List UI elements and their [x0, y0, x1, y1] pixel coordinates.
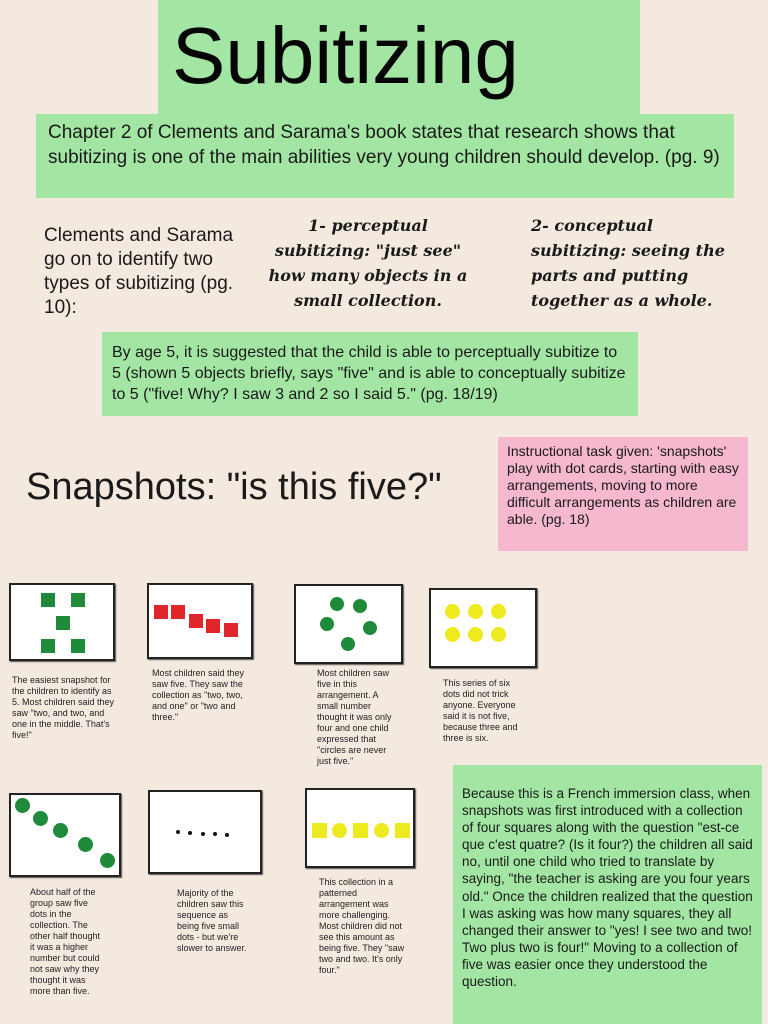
dot-mark — [53, 823, 68, 838]
french-immersion-note: Because this is a French immersion class, when snapshots was first introduced with a collection of four squares along with the question "est-ce que c'est quatre? (Is it four?) the children all said no, until one child who tried to translate by saying, "the teacher is asking are you four years old." Once the children realized that the question I was asking was how many squares, they all changed their answer to "yes! I see two and two! Two plus two is four!" Moving to a collection of five was easier once they understood the question. — [453, 765, 762, 1024]
dot-mark — [468, 604, 483, 619]
dot-mark — [468, 627, 483, 642]
dot-mark — [341, 637, 355, 651]
snapshot-card-2 — [147, 583, 253, 659]
snapshot-card-3 — [294, 584, 403, 664]
dot-mark — [363, 621, 377, 635]
dot-mark — [491, 604, 506, 619]
square-mark — [71, 639, 85, 653]
snapshot-card-5 — [9, 793, 121, 877]
dot-mark — [320, 617, 334, 631]
dot-mark — [445, 604, 460, 619]
snapshot-caption-1: The easiest snapshot for the children to identify as 5. Most children said they saw "two, and two, and one in the middle. That's five!" — [12, 675, 115, 740]
dot-mark — [176, 830, 180, 834]
dot-mark — [33, 811, 48, 826]
square-mark — [56, 616, 70, 630]
snapshots-heading: Snapshots: "is this five?" — [26, 466, 442, 508]
dot-mark — [225, 833, 229, 837]
snapshot-caption-2: Most children said they saw five. They saw the collection as "two, two, and one" or "two and three." — [152, 668, 245, 722]
snapshot-card-7 — [305, 788, 415, 868]
square-mark — [41, 593, 55, 607]
snapshot-caption-7: This collection in a patterned arrangement was more challenging. Most children did not see this amount as being five. They "saw two and two. It's only four." — [319, 877, 405, 975]
dot-mark — [201, 832, 205, 836]
square-mark — [206, 619, 220, 633]
dot-mark — [353, 599, 367, 613]
snapshot-card-1 — [9, 583, 115, 661]
dot-mark — [445, 627, 460, 642]
square-mark — [71, 593, 85, 607]
dot-mark — [374, 823, 389, 838]
square-mark — [353, 823, 368, 838]
square-mark — [154, 605, 168, 619]
snapshot-card-4 — [429, 588, 537, 668]
square-mark — [189, 614, 203, 628]
snapshot-caption-6: Majority of the children saw this sequence as being five small dots - but we're slower to answer. — [177, 888, 247, 953]
dot-mark — [78, 837, 93, 852]
dot-mark — [15, 798, 30, 813]
snapshot-caption-5: About half of the group saw five dots in the collection. The other half thought it was a higher number but could not saw why they thought it was more than five. — [30, 887, 101, 996]
perceptual-subitizing-text: 1- perceptual subitizing: "just see" how many objects in a small collection. — [268, 216, 468, 310]
conceptual-subitizing-text: 2- conceptual subitizing: seeing the parts and putting together as a whole. — [531, 216, 725, 310]
square-mark — [41, 639, 55, 653]
square-mark — [171, 605, 185, 619]
page-title: Subitizing — [172, 11, 519, 100]
snapshot-caption-4: This series of six dots did not trick anyone. Everyone said it is not five, because three and three is six. — [443, 678, 518, 743]
snapshot-card-6 — [148, 790, 262, 874]
square-mark — [395, 823, 410, 838]
dot-mark — [330, 597, 344, 611]
square-mark — [312, 823, 327, 838]
dot-mark — [213, 832, 217, 836]
square-mark — [224, 623, 238, 637]
dot-mark — [491, 627, 506, 642]
age-note-box: By age 5, it is suggested that the child is able to perceptually subitize to 5 (shown 5 objects briefly, says "five" and is able to conceptually subitize to 5 ("five! Why? I saw 3 and 2 so I said 5." (pg. 18/19) — [102, 332, 638, 416]
snapshot-caption-3: Most children saw five in this arrangement. A small number thought it was only four and one child expressed that "circles are never just five." — [317, 668, 392, 766]
title-banner — [158, 0, 640, 114]
dot-mark — [188, 831, 192, 835]
types-intro-text: Clements and Sarama go on to identify two types of subitizing (pg. 10): — [44, 225, 234, 318]
intro-box: Chapter 2 of Clements and Sarama's book states that research shows that subitizing is one of the main abilities very young children should develop. (pg. 9) — [36, 114, 734, 198]
dot-mark — [100, 853, 115, 868]
dot-mark — [332, 823, 347, 838]
task-note-box: Instructional task given: 'snapshots' play with dot cards, starting with easy arrangements, moving to more difficult arrangements as children are able. (pg. 18) — [498, 437, 748, 551]
